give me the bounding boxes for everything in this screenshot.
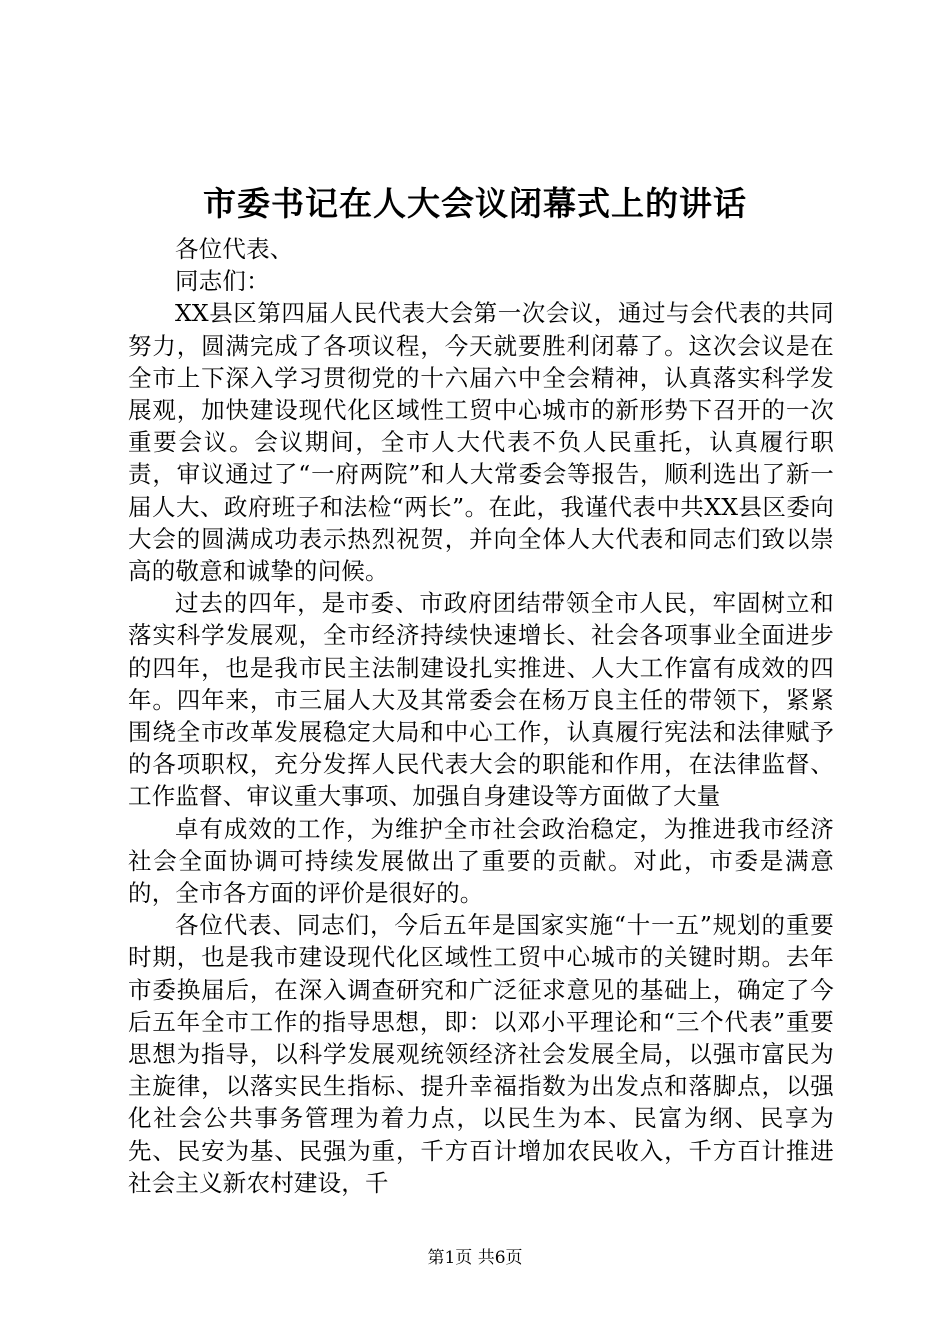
page-title: 市委书记在人大会议闭幕式上的讲话 — [203, 184, 747, 223]
page-footer: 第1页 共6页 — [427, 1248, 523, 1268]
body-paragraph: XX县区第四届人民代表大会第一次会议，通过与会代表的共同努力，圆满完成了各项议程，今天就要胜利闭幕了。这次会议是在全市上下深入学习贯彻党的十六届六中全会精神，认真落实科学发展观，加快建设现代化区域性工贸中心城市的新形势下召开的一次重要会议。会议期间，全市人大代表不负人民重托，认真履行职责，审议通过了“一府两院”和人大常委会等报告，顺利选出了新一届人大、政府班子和法检“两长”。在此，我谨代表中共XX县区委向大会的圆满成功表示热烈祝贺，并向全体人大代表和同志们致以崇高的敬意和诚挚的问候。 — [128, 299, 834, 586]
body-paragraph: 各位代表、同志们，今后五年是国家实施“十一五”规划的重要时期，也是我市建设现代化区域性工贸中心城市的关键时期。去年市委换届后，在深入调查研究和广泛征求意见的基础上，确定了今后五年全市工作的指导思想，即：以邓小平理论和“三个代表”重要思想为指导，以科学发展观统领经济社会发展全局，以强市富民为主旋律，以落实民生指标、提升幸福指数为出发点和落脚点，以强化社会公共事务管理为着力点，以民生为本、民富为纲、民享为先、民安为基、民强为重，千方百计增加农民收入，千方百计推进社会主义新农村建设，千 — [128, 911, 834, 1197]
salutation-line: 各位代表、 — [175, 235, 294, 263]
document-body — [128, 233, 834, 1199]
body-paragraph: 过去的四年，是市委、市政府团结带领全市人民，牢固树立和落实科学发展观，全市经济持续快速增长、社会各项事业全面进步的四年，也是我市民主法制建设扎实推进、人大工作富有成效的四年。四年来，市三届人大及其常委会在杨万良主任的带领下，紧紧围绕全市改革发展稳定大局和中心工作，认真履行宪法和法律赋予的各项职权，充分发挥人民代表大会的职能和作用，在法律监督、工作监督、审议重大事项、加强自身建设等方面做了大量 — [128, 589, 834, 811]
body-paragraph: 卓有成效的工作，为维护全市社会政治稳定，为推进我市经济社会全面协调可持续发展做出了重要的贡献。对此，市委是满意的，全市各方面的评价是很好的。 — [128, 814, 834, 908]
salutation-line: 同志们： — [175, 267, 270, 296]
